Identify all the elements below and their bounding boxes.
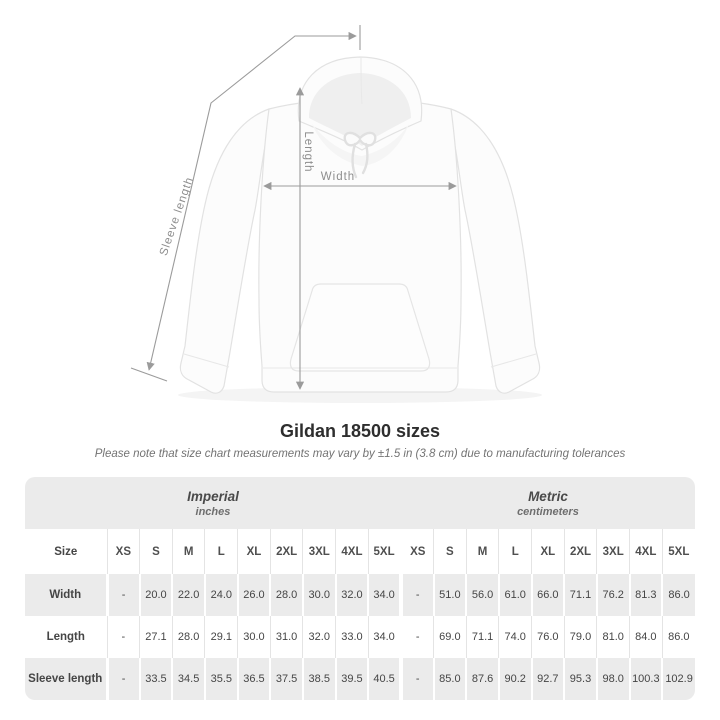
value-cell: 39.5	[336, 658, 369, 700]
metric-label: Metric	[528, 488, 568, 504]
value-cell: 66.0	[532, 574, 565, 616]
value-cell: 32.0	[303, 616, 336, 658]
value-cell: 95.3	[564, 658, 597, 700]
value-cell: 87.6	[466, 658, 499, 700]
value-cell: 61.0	[499, 574, 532, 616]
value-cell: 24.0	[205, 574, 238, 616]
imperial-label: Imperial	[187, 488, 239, 504]
value-cell: 81.3	[630, 574, 663, 616]
hoodie-right-sleeve	[451, 109, 540, 393]
tolerance-note: Please note that size chart measurements may vary by ±1.5 in (3.8 cm) due to manufacturing tolerances	[94, 448, 626, 460]
value-cell: 90.2	[499, 658, 532, 700]
size-col-header-metric-5xl: 5XL	[662, 529, 695, 574]
metric-group-header	[401, 477, 695, 529]
value-cell: 56.0	[466, 574, 499, 616]
row-label: Length	[46, 631, 85, 643]
value-cell: 33.0	[336, 616, 369, 658]
metric-sublabel: centimeters	[517, 505, 579, 518]
value-cell: 37.5	[270, 658, 303, 700]
value-cell: 32.0	[336, 574, 369, 616]
size-col-header-imperial-xs: XS	[107, 529, 140, 574]
value-cell: 29.1	[205, 616, 238, 658]
value-cell: 22.0	[172, 574, 205, 616]
value-cell: 98.0	[597, 658, 630, 700]
value-cell: 79.0	[564, 616, 597, 658]
size-col-header-imperial-s: S	[140, 529, 173, 574]
value-cell: 100.3	[630, 658, 663, 700]
measurement-row-width	[25, 574, 695, 616]
size-header-row	[25, 529, 695, 574]
drawstring-right-loop	[360, 133, 375, 145]
value-cell: -	[401, 574, 434, 616]
value-cell: 28.0	[270, 574, 303, 616]
hoodie-left-sleeve	[180, 109, 269, 393]
value-cell: 33.5	[140, 658, 173, 700]
size-column-header: Size	[54, 545, 78, 558]
page-title: Gildan 18500 sizes	[279, 421, 441, 441]
value-cell: -	[401, 616, 434, 658]
value-cell: 35.5	[205, 658, 238, 700]
size-col-header-metric-3xl: 3XL	[597, 529, 630, 574]
width-label: Width	[320, 171, 356, 183]
measurement-row-length	[25, 616, 695, 658]
value-cell: 81.0	[597, 616, 630, 658]
value-cell: 71.1	[466, 616, 499, 658]
size-chart-table	[25, 477, 695, 700]
value-cell: 92.7	[532, 658, 565, 700]
drawstring-left-loop	[345, 133, 360, 145]
units-band-row	[25, 477, 695, 529]
size-chart-card	[25, 477, 695, 700]
hoodie-pocket	[290, 284, 429, 371]
size-col-header-imperial-5xl: 5XL	[368, 529, 401, 574]
size-col-header-imperial-l: L	[205, 529, 238, 574]
value-cell: -	[107, 574, 140, 616]
value-cell: 40.5	[368, 658, 401, 700]
value-cell: 86.0	[662, 616, 695, 658]
value-cell: -	[107, 616, 140, 658]
value-cell: 28.0	[172, 616, 205, 658]
value-cell: 34.5	[172, 658, 205, 700]
imperial-group-header	[25, 477, 401, 529]
value-cell: 36.5	[238, 658, 271, 700]
size-col-header-imperial-2xl: 2XL	[270, 529, 303, 574]
sleeve-length-label: Sleeve length	[157, 175, 197, 258]
value-cell: 84.0	[630, 616, 663, 658]
size-col-header-imperial-4xl: 4XL	[336, 529, 369, 574]
value-cell: 85.0	[434, 658, 467, 700]
size-col-header-metric-xs: XS	[401, 529, 434, 574]
value-cell: 20.0	[140, 574, 173, 616]
value-cell: 30.0	[303, 574, 336, 616]
value-cell: 74.0	[499, 616, 532, 658]
size-col-header-metric-4xl: 4XL	[630, 529, 663, 574]
value-cell: 76.0	[532, 616, 565, 658]
value-cell: 31.0	[270, 616, 303, 658]
value-cell: 86.0	[662, 574, 695, 616]
row-label: Width	[49, 589, 82, 601]
value-cell: 34.0	[368, 616, 401, 658]
size-col-header-metric-xl: XL	[532, 529, 565, 574]
size-col-header-metric-2xl: 2XL	[564, 529, 597, 574]
value-cell: 38.5	[303, 658, 336, 700]
imperial-sublabel: inches	[195, 505, 231, 518]
value-cell: 102.9	[662, 658, 695, 700]
value-cell: -	[107, 658, 140, 700]
value-cell: 30.0	[238, 616, 271, 658]
size-col-header-imperial-3xl: 3XL	[303, 529, 336, 574]
size-col-header-imperial-m: M	[172, 529, 205, 574]
value-cell: 26.0	[238, 574, 271, 616]
size-col-header-metric-s: S	[434, 529, 467, 574]
row-label: Sleeve length	[28, 673, 103, 685]
value-cell: 69.0	[434, 616, 467, 658]
length-label: Length	[302, 131, 314, 173]
value-cell: 27.1	[140, 616, 173, 658]
size-col-header-imperial-xl: XL	[238, 529, 271, 574]
value-cell: 76.2	[597, 574, 630, 616]
value-cell: -	[401, 658, 434, 700]
value-cell: 71.1	[564, 574, 597, 616]
value-cell: 51.0	[434, 574, 467, 616]
size-col-header-metric-m: M	[466, 529, 499, 574]
value-cell: 34.0	[368, 574, 401, 616]
measurement-row-sleeve-length	[25, 658, 695, 700]
size-col-header-metric-l: L	[499, 529, 532, 574]
